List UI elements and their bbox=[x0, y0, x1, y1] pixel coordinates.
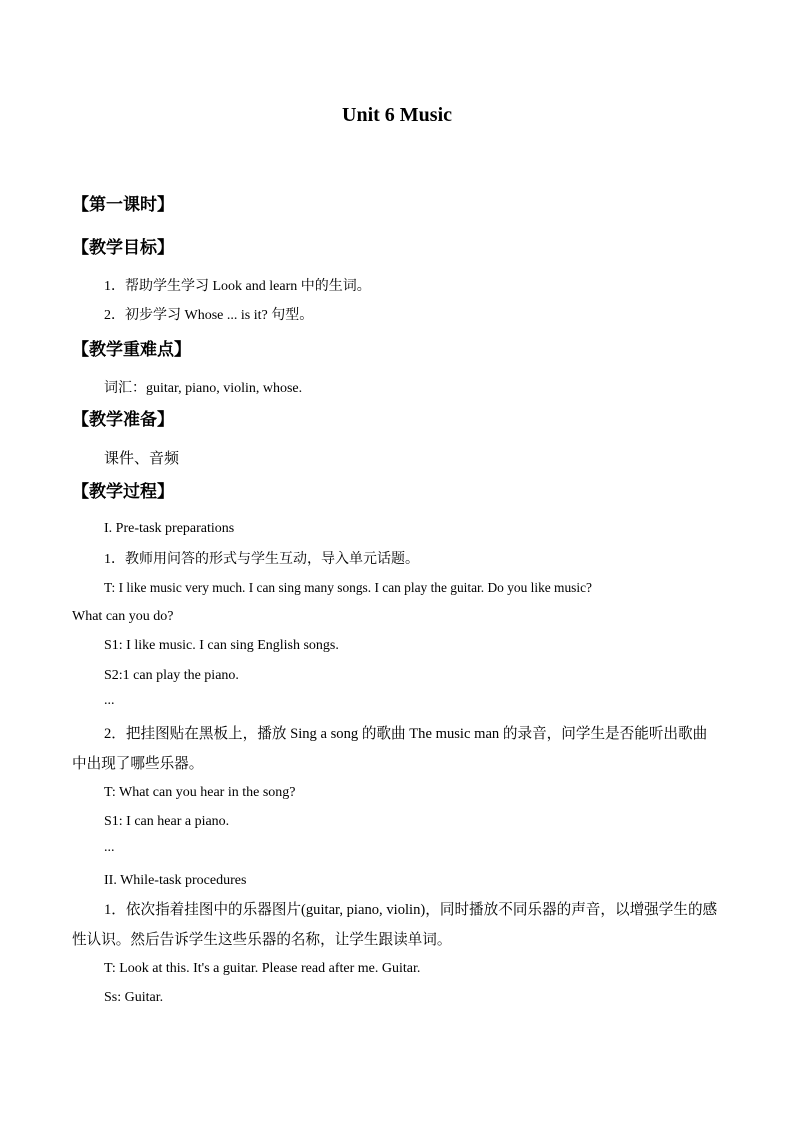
student2-line-1: S2:1 can play the piano. bbox=[104, 668, 239, 683]
students-line-3: Ss: Guitar. bbox=[104, 990, 164, 1005]
process-step-3: 1．依次指着挂图中的乐器图片(guitar, piano, violin)，同时播放不同乐器的声音，以增强学生的感性认识。然后告诉学生这些乐器的名称，让学生跟读单词。 bbox=[72, 902, 718, 948]
ellipsis-2: ... bbox=[104, 840, 115, 855]
teacher-line-1b: What can you do? bbox=[72, 609, 174, 624]
objectives-heading: 【教学目标】 bbox=[72, 238, 174, 258]
process-step-1: 1．教师用问答的形式与学生互动，导入单元话题。 bbox=[104, 552, 419, 567]
teacher-line-3: T: Look at this. It's a guitar. Please read after me. Guitar. bbox=[104, 961, 421, 976]
preparation-materials: 课件、音频 bbox=[104, 449, 180, 467]
student1-line-1: S1: I like music. I can sing English songs. bbox=[104, 638, 339, 653]
objective-item-2: 2．初步学习 Whose ... is it? 句型。 bbox=[104, 308, 314, 323]
key-points-vocab: 词汇：guitar, piano, violin, whose. bbox=[104, 381, 303, 396]
student1-line-2: S1: I can hear a piano. bbox=[104, 814, 230, 829]
page-title: Unit 6 Music bbox=[342, 104, 452, 126]
ellipsis-1: ... bbox=[104, 693, 115, 708]
teacher-line-2: T: What can you hear in the song? bbox=[104, 785, 296, 800]
process-step-2: 2．把挂图贴在黑板上，播放 Sing a song 的歌曲 The music man 的录音，问学生是否能听出歌曲中出现了哪些乐器。 bbox=[72, 726, 708, 772]
process-heading: 【教学过程】 bbox=[72, 482, 174, 502]
preparation-heading: 【教学准备】 bbox=[72, 410, 174, 430]
teacher-line-1a: T: I like music very much. I can sing many songs. I can play the guitar. Do you like music? bbox=[104, 580, 592, 595]
lesson-heading: 【第一课时】 bbox=[72, 195, 174, 215]
objective-item-1: 1．帮助学生学习 Look and learn 中的生词。 bbox=[104, 279, 371, 294]
key-points-heading: 【教学重难点】 bbox=[72, 340, 191, 360]
pre-task-title: I. Pre-task preparations bbox=[104, 521, 235, 536]
while-task-title: II. While-task procedures bbox=[104, 873, 247, 888]
